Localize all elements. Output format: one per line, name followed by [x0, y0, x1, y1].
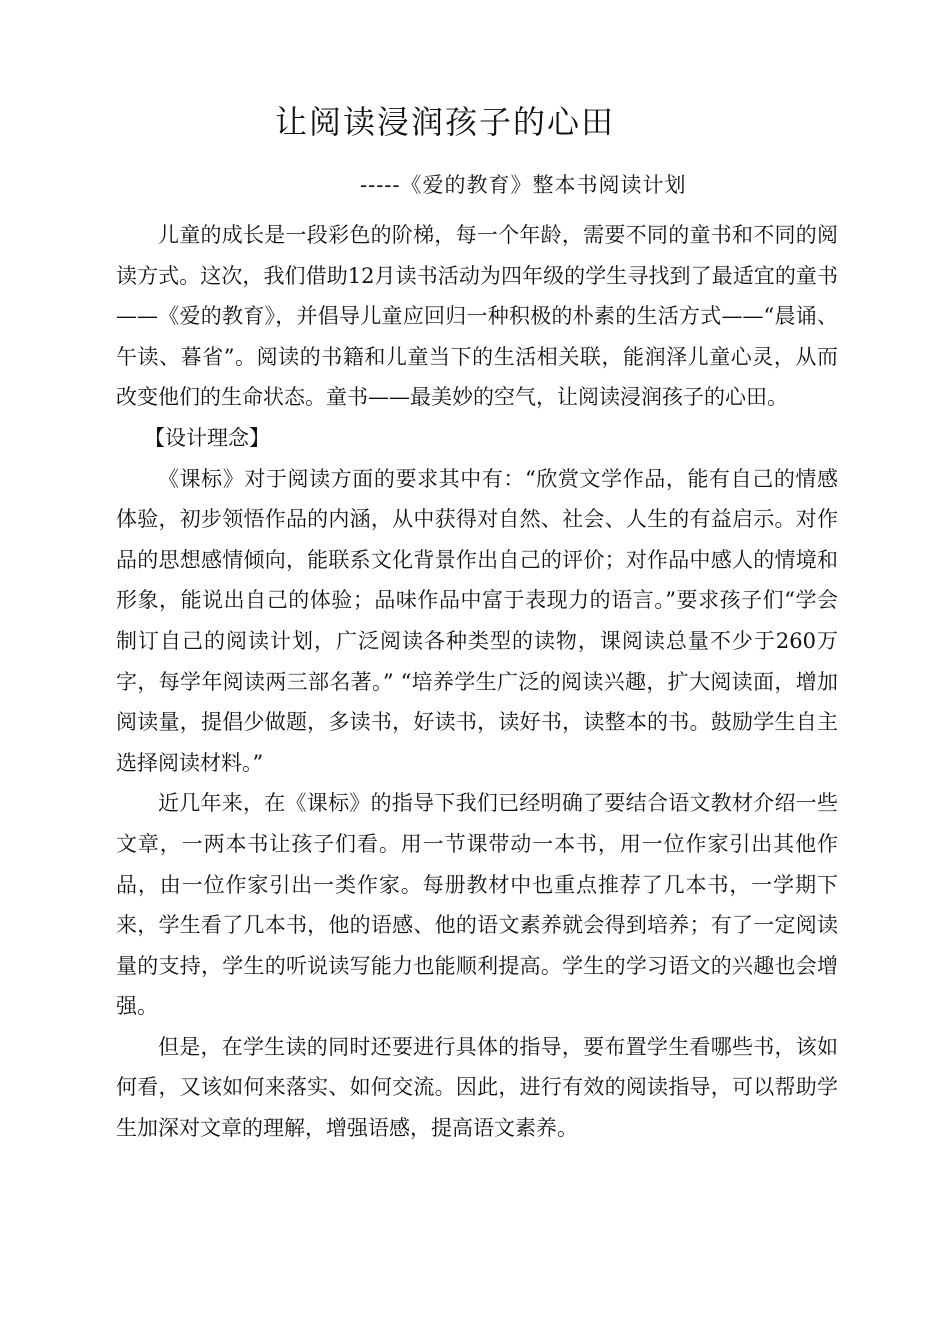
reading-guidance-paragraph: 但是，在学生读的同时还要进行具体的指导，要布置学生看哪些书，该如何看，又该如何来落实、如何交流。因此，进行有效的阅读指导，可以帮助学生加深对文章的理解，增强语感，提高语文素养。 — [116, 1034, 838, 1141]
document-body — [116, 215, 838, 1149]
section-heading-design-concept: 【设计理念】 — [144, 425, 270, 450]
recent-years-paragraph: 近几年来，在《课标》的指导下我们已经明确了要结合语文教材介绍一些文章，一两本书让孩子们看。用一节课带动一本书，用一位作家引出其他作品，由一位作家引出一类作家。每册教材中也重点推荐了几本书，一学期下来，学生看了几本书，他的语感、他的语文素养就会得到培养；有了一定阅读量的支持，学生的听说读写能力也能顺利提高。学生的学习语文的兴趣也会增强。 — [116, 791, 838, 1019]
document-subtitle: -----《爱的教育》整本书阅读计划 — [360, 173, 687, 197]
document-title: 让阅读浸润孩子的心田 — [274, 103, 615, 141]
curriculum-standard-paragraph: 《课标》对于阅读方面的要求其中有：“欣赏文学作品，能有自己的情感体验，初步领悟作品的内涵，从中获得对自然、社会、人生的有益启示。对作品的思想感情倾向，能联系文化背景作出自己的评价；对作品中感人的情境和形象，能说出自己的体验；品味作品中富于表现力的语言。”要求孩子们“学会制订自己的阅读计划，广泛阅读各种类型的读物，课阅读总量不少于260万字，每学年阅读两三部名著。” “培养学生广泛的阅读兴趣，扩大阅读面，增加阅读量，提倡少做题，多读书，好读书，读好书，读整本的书。鼓励学生自主选择阅读材料。” — [116, 466, 838, 775]
intro-paragraph: 儿童的成长是一段彩色的阶梯，每一个年龄，需要不同的童书和不同的阅读方式。这次，我们借助12月读书活动为四年级的学生寻找到了最适宜的童书——《爱的教育》，并倡导儿童应回归一种积极的朴素的生活方式——“晨诵、午读、暮省”。阅读的书籍和儿童当下的生活相关联，能润泽儿童心灵，从而改变他们的生命状态。童书——最美妙的空气，让阅读浸润孩子的心田。 — [116, 223, 838, 410]
